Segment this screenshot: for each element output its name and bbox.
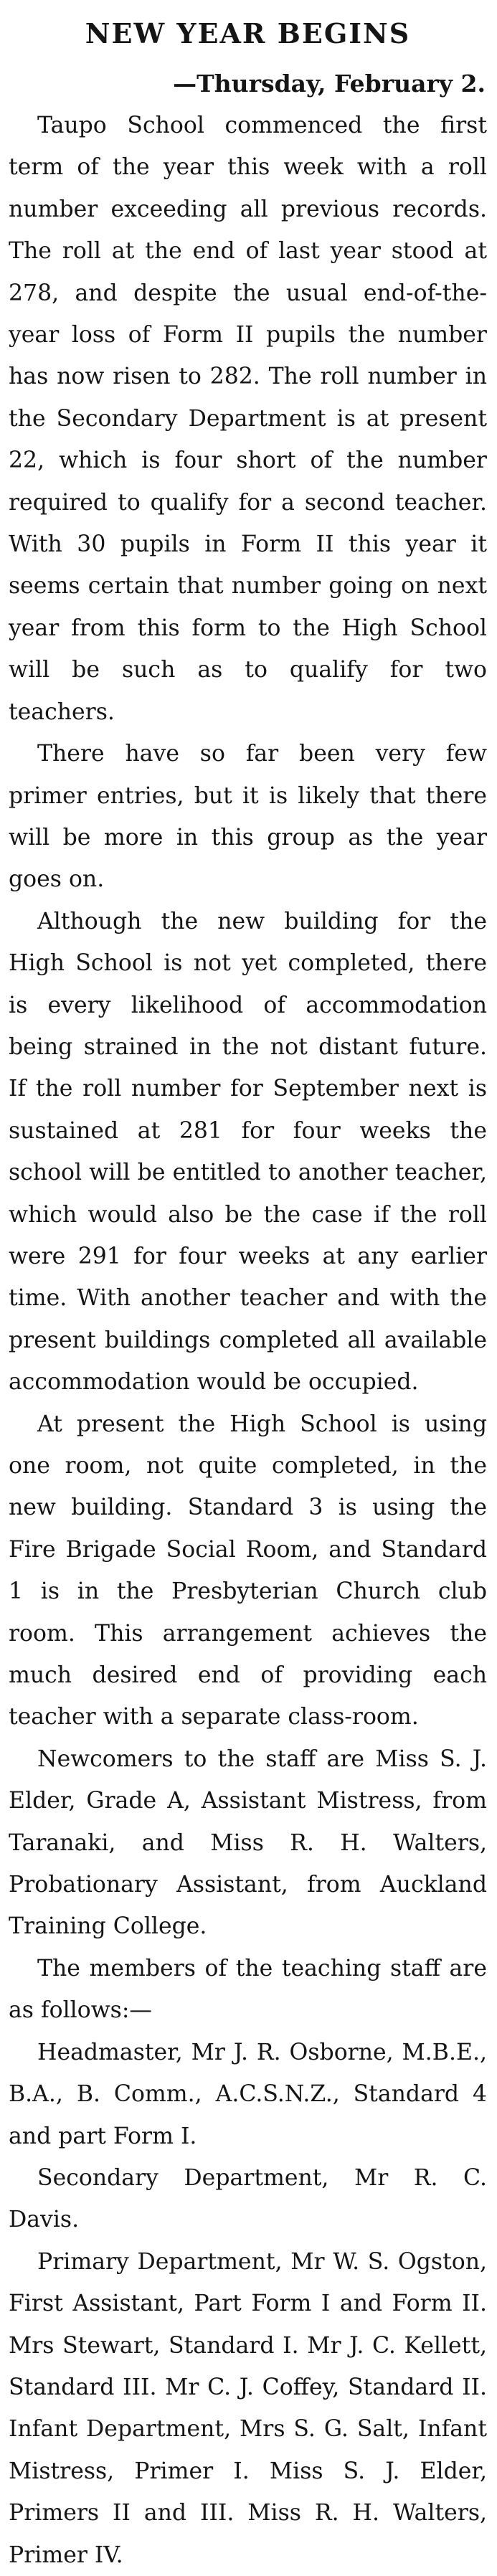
paragraph-accommodation: Although the new building for the High School is not yet completed, there is every likelihood of accommodation being strained in the not distant future. If the roll number for September next is sustained at 281 for four weeks the school will be entitled to another teacher, which would also be the case if the roll were 291 for four weeks at any earlier time. With another teacher and with the present buildings completed all available accommodation would be occupied. — [9, 908, 487, 1396]
paragraph-secondary-department: Secondary Department, Mr R. C. Davis. — [9, 2164, 487, 2233]
paragraph-primary-infant-department: Primary Department, Mr W. S. Ogston, First Assistant, Part Form I and Form II. Mrs Stewart, Standard I. Mr J. C. Kellett, Standard III. Mr C. J. Coffey, Standard II. Infant Department, Mrs S. G. Salt, Infant Mistress, Primer I. Miss S. J. Elder, Primers II and III. Miss R. H. Walters, Primer IV. — [9, 2248, 487, 2568]
article-headline: NEW YEAR BEGINS — [85, 17, 411, 49]
paragraph-headmaster: Headmaster, Mr J. R. Osborne, M.B.E., B.A., B. Comm., A.C.S.N.Z., Standard 4 and part Form I. — [9, 2039, 487, 2149]
paragraph-rooms-in-use: At present the High School is using one room, not quite completed, in the new building. Standard 3 is using the Fire Brigade Social Room, and Standard 1 is in the Presbyterian Church club room. This arrangement achieves the much desired end of providing each teacher with a separate class-room. — [9, 1411, 487, 1730]
paragraph-newcomers: Newcomers to the staff are Miss S. J. Elder, Grade A, Assistant Mistress, from Taranaki, and Miss R. H. Walters, Probationary Assistant, from Auckland Training College. — [9, 1746, 487, 1940]
paragraph-primer-entries: There have so far been very few primer entries, but it is likely that there will be more in this group as the year goes on. — [9, 741, 487, 893]
paragraph-staff-intro: The members of the teaching staff are as follows:— — [9, 1955, 487, 2024]
article-dateline: —Thursday, February 2. — [173, 70, 486, 98]
paragraph-roll-number: Taupo School commenced the first term of the year this week with a roll number exceeding all previous records. The roll at the end of last year stood at 278, and despite the usual end-of-the-year loss of Form II pupils the number has now risen to 282. The roll number in the Secondary Department is at present 22, which is four short of the number required to qualify for a second teacher. With 30 pupils in Form II this year it seems certain that number going on next year from this form to the High School will be such as to qualify for two teachers. — [9, 113, 487, 725]
